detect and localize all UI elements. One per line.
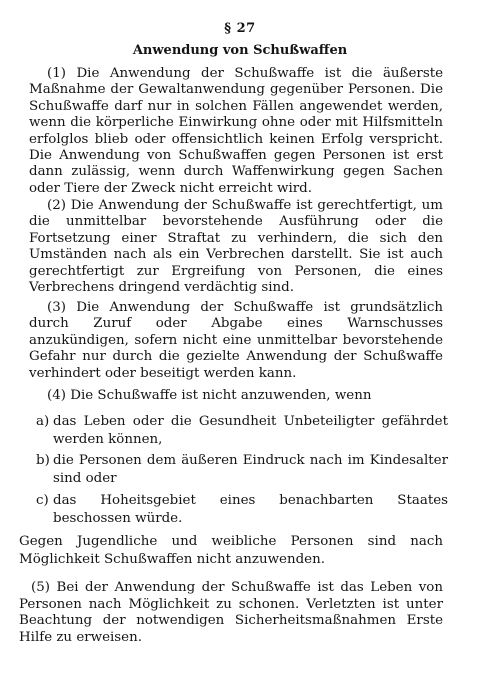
list-item-text: die Personen dem äußeren Eindruck nach im Kindesalter sind oder	[53, 453, 448, 486]
section-number: § 27	[224, 21, 256, 36]
list-item-text: das Hoheitsgebiet eines benachbarten Staates beschossen würde.	[53, 493, 448, 526]
paragraph-5: (5) Bei der Anwendung der Schußwaffe ist das Leben von Personen nach Möglichkeit zu schonen. Verletzten ist unter Beachtung der notwendigen Sicherheitsmaßnahmen Erste Hilfe zu erweisen.	[19, 580, 443, 645]
list-item-text: das Leben oder die Gesundheit Unbeteiligter gefährdet werden können,	[53, 414, 448, 447]
list-item-letter: b)	[36, 453, 50, 468]
paragraph-2: (2) Die Anwendung der Schußwaffe ist gerechtfertigt, um die unmittelbar bevorstehende Ausführung oder die Fortsetzung einer Straftat zu verhindern, die sich den Umständen nach als ein Verbrechen darstellt. Sie ist auch gerechtfertigt zur Ergreifung von Personen, die eines Verbrechens dringend verdächtig sind.	[29, 198, 443, 296]
paragraph-4-closing: Gegen Jugendliche und weibliche Personen sind nach Möglichkeit Schußwaffen nicht anzuwenden.	[19, 534, 443, 567]
list-item	[36, 452, 448, 488]
list-item	[36, 413, 448, 449]
list-item	[36, 492, 448, 528]
section-title: Anwendung von Schußwaffen	[132, 43, 348, 58]
paragraph-1: (1) Die Anwendung der Schußwaffe ist die äußerste Maßnahme der Gewaltanwendung gegenüber Personen. Die Schußwaffe darf nur in solchen Fällen angewendet werden, wenn die körperliche Einwirkung ohne oder mit Hilfsmitteln erfolglos blieb oder offensichtlich keinen Erfolg verspricht. Die Anwendung von Schußwaffen gegen Personen ist erst dann zulässig, wenn durch Waffenwirkung gegen Sachen oder Tiere der Zweck nicht erreicht wird.	[29, 66, 443, 196]
list-item-letter: a)	[36, 414, 50, 429]
list-item-letter: c)	[36, 493, 49, 508]
paragraph-4-intro: (4) Die Schußwaffe ist nicht anzuwenden, wenn	[47, 388, 372, 403]
paragraph-3: (3) Die Anwendung der Schußwaffe ist grundsätzlich durch Zuruf oder Abgabe eines Warnschusses anzukündigen, sofern nicht eine unmittelbar bevorstehende Gefahr nur durch die gezielte Anwendung der Schußwaffe verhindert oder beseitigt werden kann.	[29, 300, 443, 381]
